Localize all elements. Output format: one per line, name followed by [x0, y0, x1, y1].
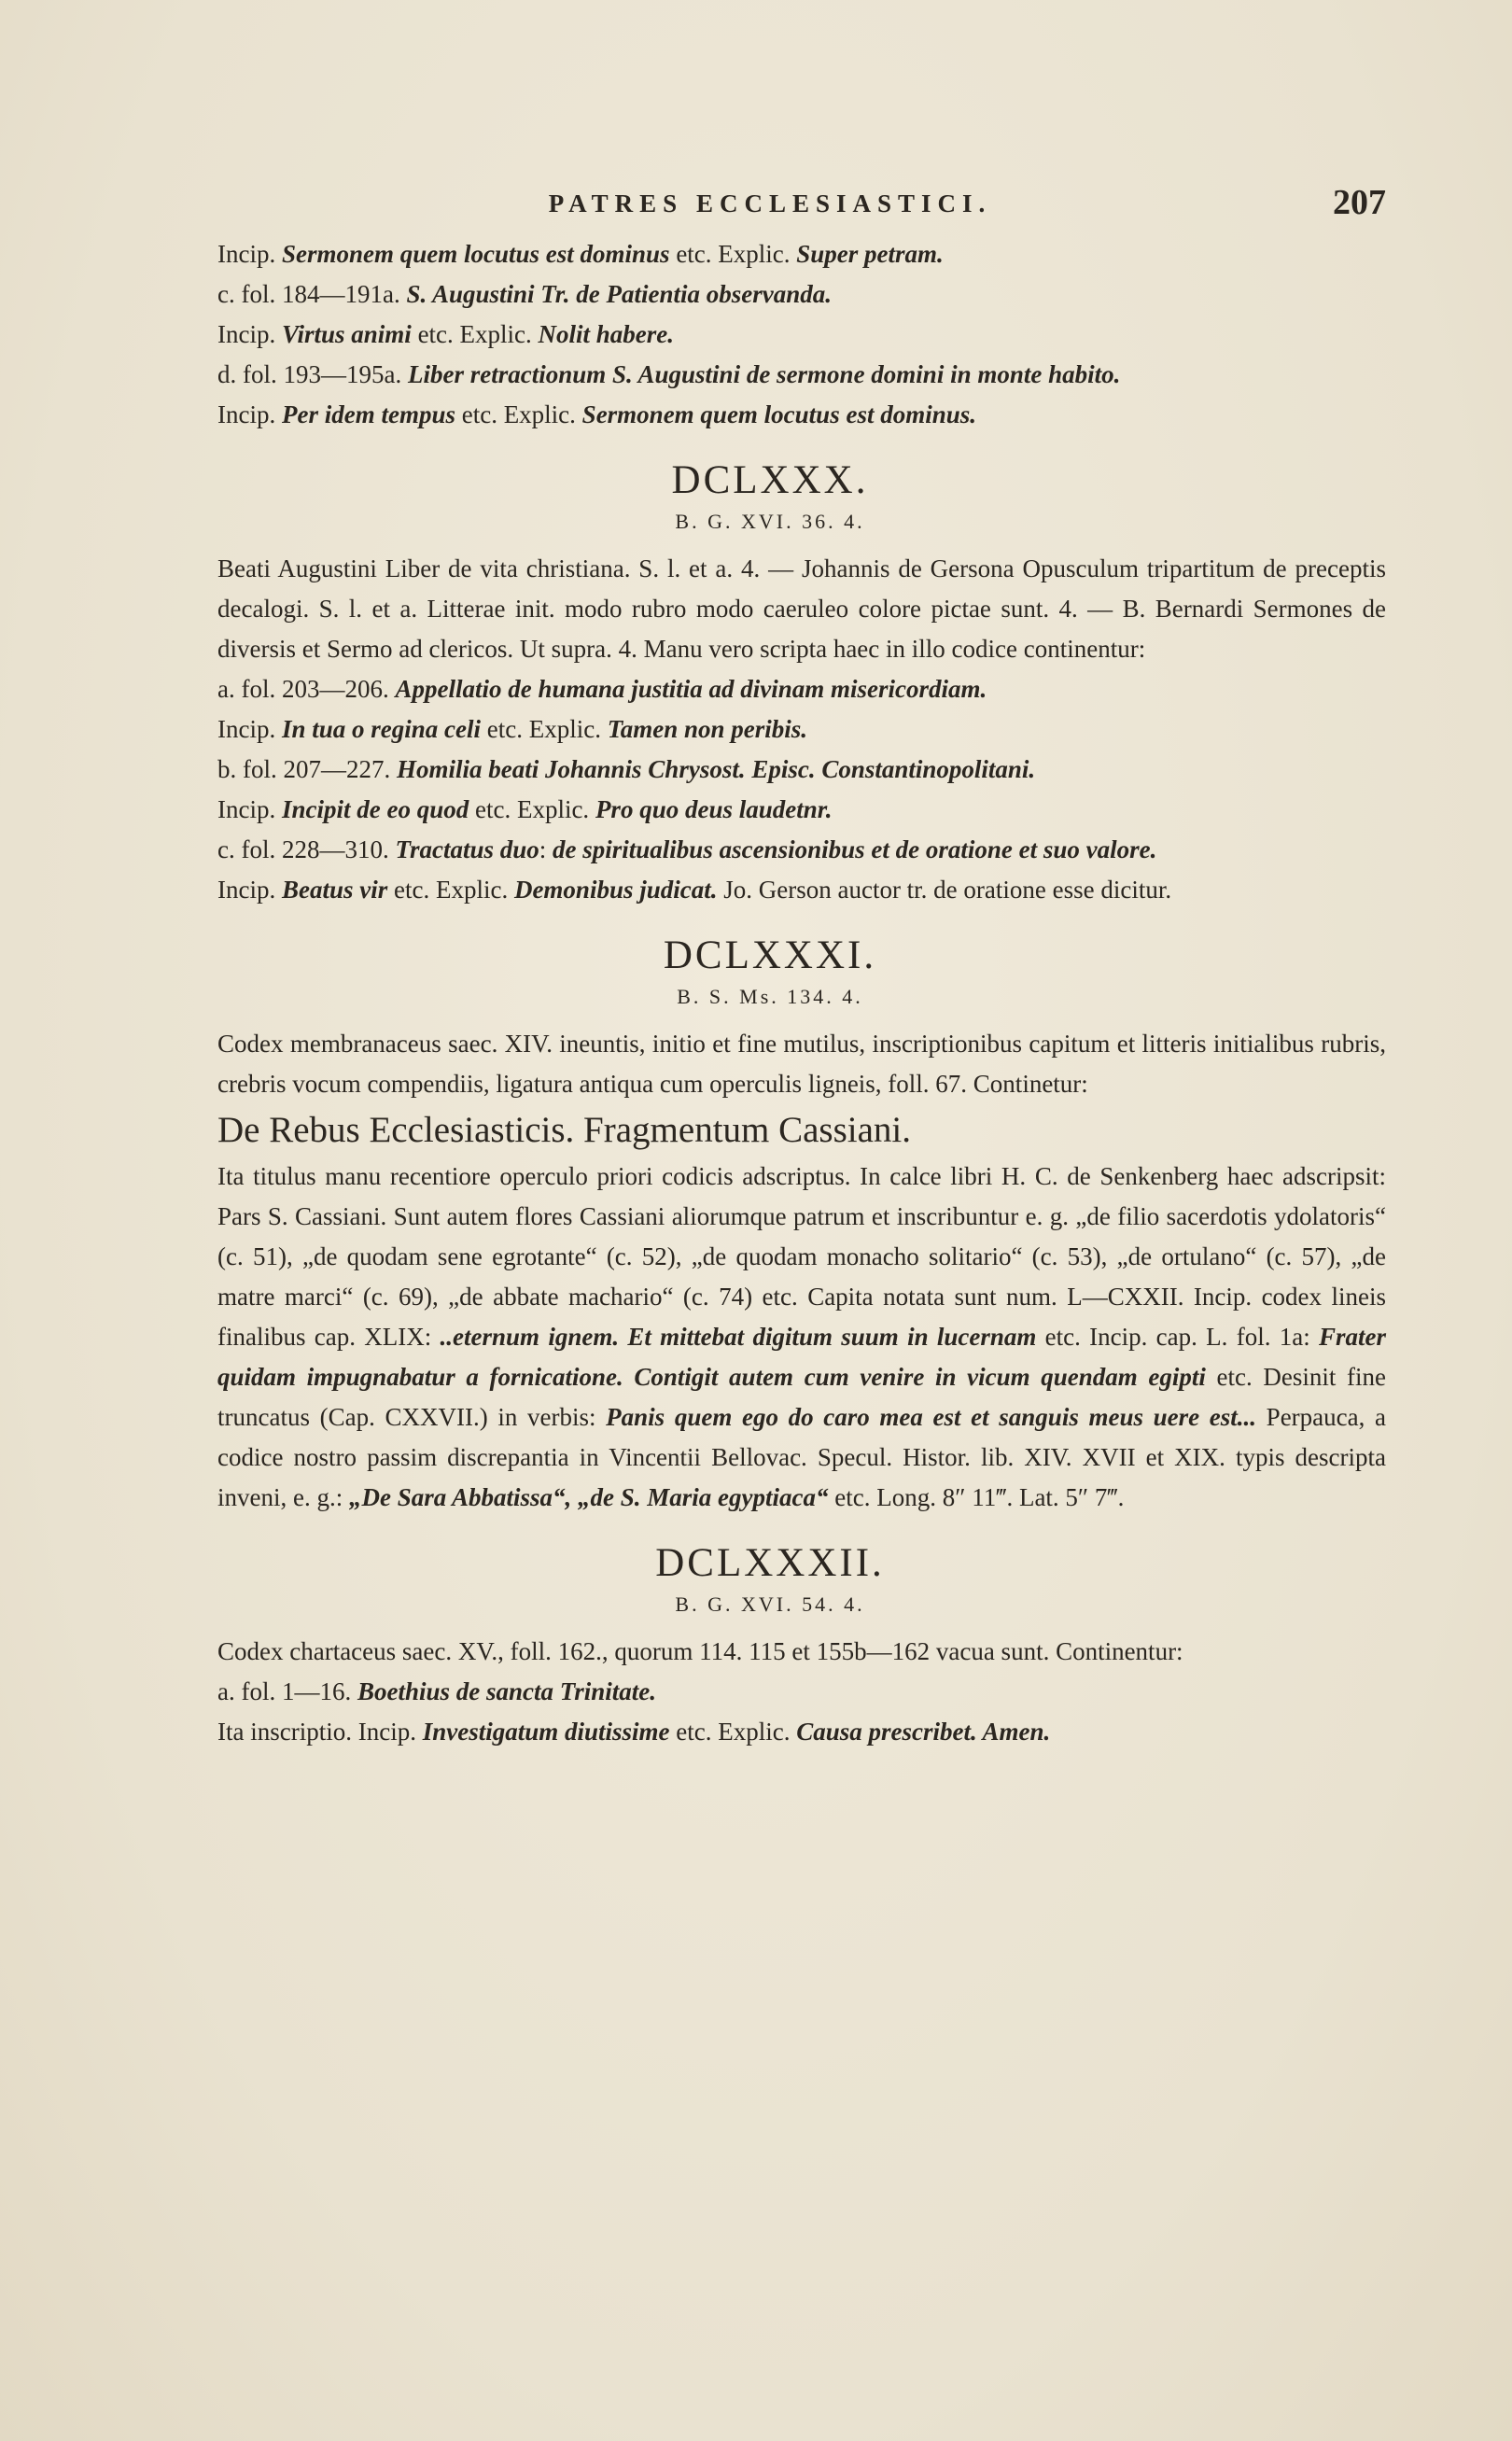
text-line: Incip. Incipit de eo quod etc. Explic. Pro quo deus laudetnr. — [217, 795, 833, 823]
text-line: Incip. In tua o regina celi etc. Explic. Tamen non peribis. — [217, 715, 808, 743]
entry-number: DCLXXX. — [671, 458, 869, 502]
text-line: Ita inscriptio. Incip. Investigatum diutissime etc. Explic. Causa prescribet. Amen. — [217, 1718, 1051, 1746]
shelfmark: B. G. XVI. 54. 4. — [675, 1592, 865, 1616]
text-line: c. fol. 184—191a. S. Augustini Tr. de Patientia observanda. — [217, 280, 833, 308]
text-line: c. fol. 228—310. Tractatus duo: de spiritualibus ascensionibus et de oratione et suo valore. — [217, 835, 1157, 863]
paragraph: Ita titulus manu recentiore operculo priori codicis adscriptus. In calce libri H. C. de Senkenberg haec adscripsit: Pars S. Cassiani. Sunt autem flores Cassiani aliorumque patrum et inscribuntur e. g. „de filio sacerdotis ydolatoris“ (c. 51), „de quodam sene egrotante“ (c. 52), „de quodam monacho solitario“ (c. 53), „de ortulano“ (c. 57), „de matre marci“ (c. 69), „de abbate machario“ (c. 74) etc. Capita notata sunt num. L—CXXII. Incip. codex lineis finalibus cap. XLIX: ..eternum ignem. Et mittebat digitum suum in lucernam etc. Incip. cap. L. fol. 1a: Frater quidam impugnabatur a fornicatione. Contigit autem cum venire in vicum quendam egipti etc. Desinit fine truncatus (Cap. CXXVII.) in verbis: Panis quem ego do caro mea est et sanguis meus uere est... Perpauca, a codice nostro passim discrepantia in Vincentii Bellovac. Specul. Histor. lib. XIV. XVII et XIX. typis descripta inveni, e. g.: „De Sara Abbatissa“, „de S. Maria egyptiaca“ etc. Long. 8″ 11‴. Lat. 5″ 7‴. — [217, 1162, 1387, 1511]
text-line: a. fol. 1—16. Boethius de sancta Trinitate. — [217, 1677, 657, 1705]
shelfmark: B. S. Ms. 134. 4. — [677, 985, 863, 1008]
entry-number: DCLXXXI. — [663, 933, 877, 977]
text-line: Incip. Beatus vir etc. Explic. Demonibus judicat. Jo. Gerson auctor tr. de oratione esse dicitur. — [217, 876, 1172, 904]
running-title: PATRES ECCLESIASTICI. — [548, 189, 992, 217]
page-number: 207 — [1333, 183, 1386, 222]
text-line: a. fol. 203—206. Appellatio de humana justitia ad divinam misericordiam. — [217, 675, 987, 703]
text-line: d. fol. 193—195a. Liber retractionum S. Augustini de sermone domini in monte habito. — [217, 360, 1121, 388]
text-line: Incip. Sermonem quem locutus est dominus etc. Explic. Super petram. — [217, 240, 944, 268]
running-head — [154, 182, 1386, 234]
text-line: b. fol. 207—227. Homilia beati Johannis Chrysost. Episc. Constantinopolitani. — [217, 755, 1036, 783]
paragraph: Codex membranaceus saec. XIV. ineuntis, initio et fine mutilus, inscriptionibus capitum et litteris initialibus rubris, crebris vocum compendiis, ligatura antiqua cum operculis ligneis, foll. 67. Continetur: — [217, 1030, 1386, 1098]
entry-number: DCLXXXII. — [655, 1541, 885, 1585]
text-line: Incip. Per idem tempus etc. Explic. Sermonem quem locutus est dominus. — [217, 400, 976, 428]
paragraph: Codex chartaceus saec. XV., foll. 162., quorum 114. 115 et 155b—162 vacua sunt. Continentur: — [217, 1637, 1183, 1665]
text-line: Incip. Virtus animi etc. Explic. Nolit habere. — [217, 320, 675, 348]
shelfmark: B. G. XVI. 36. 4. — [675, 510, 865, 533]
content — [154, 182, 1386, 1752]
paragraph: Beati Augustini Liber de vita christiana. S. l. et a. 4. — Johannis de Gersona Opusculum tripartitum de preceptis decalogi. S. l. et a. Litterae init. modo rubro modo caeruleo colore pictae sunt. 4. — B. Bernardi Sermones de diversis et Sermo ad clericos. Ut supra. 4. Manu vero scripta haec in illo codice continentur: — [217, 554, 1386, 663]
fragment-title: De Rebus Ecclesiasticis. Fragmentum Cassiani. — [217, 1110, 912, 1150]
